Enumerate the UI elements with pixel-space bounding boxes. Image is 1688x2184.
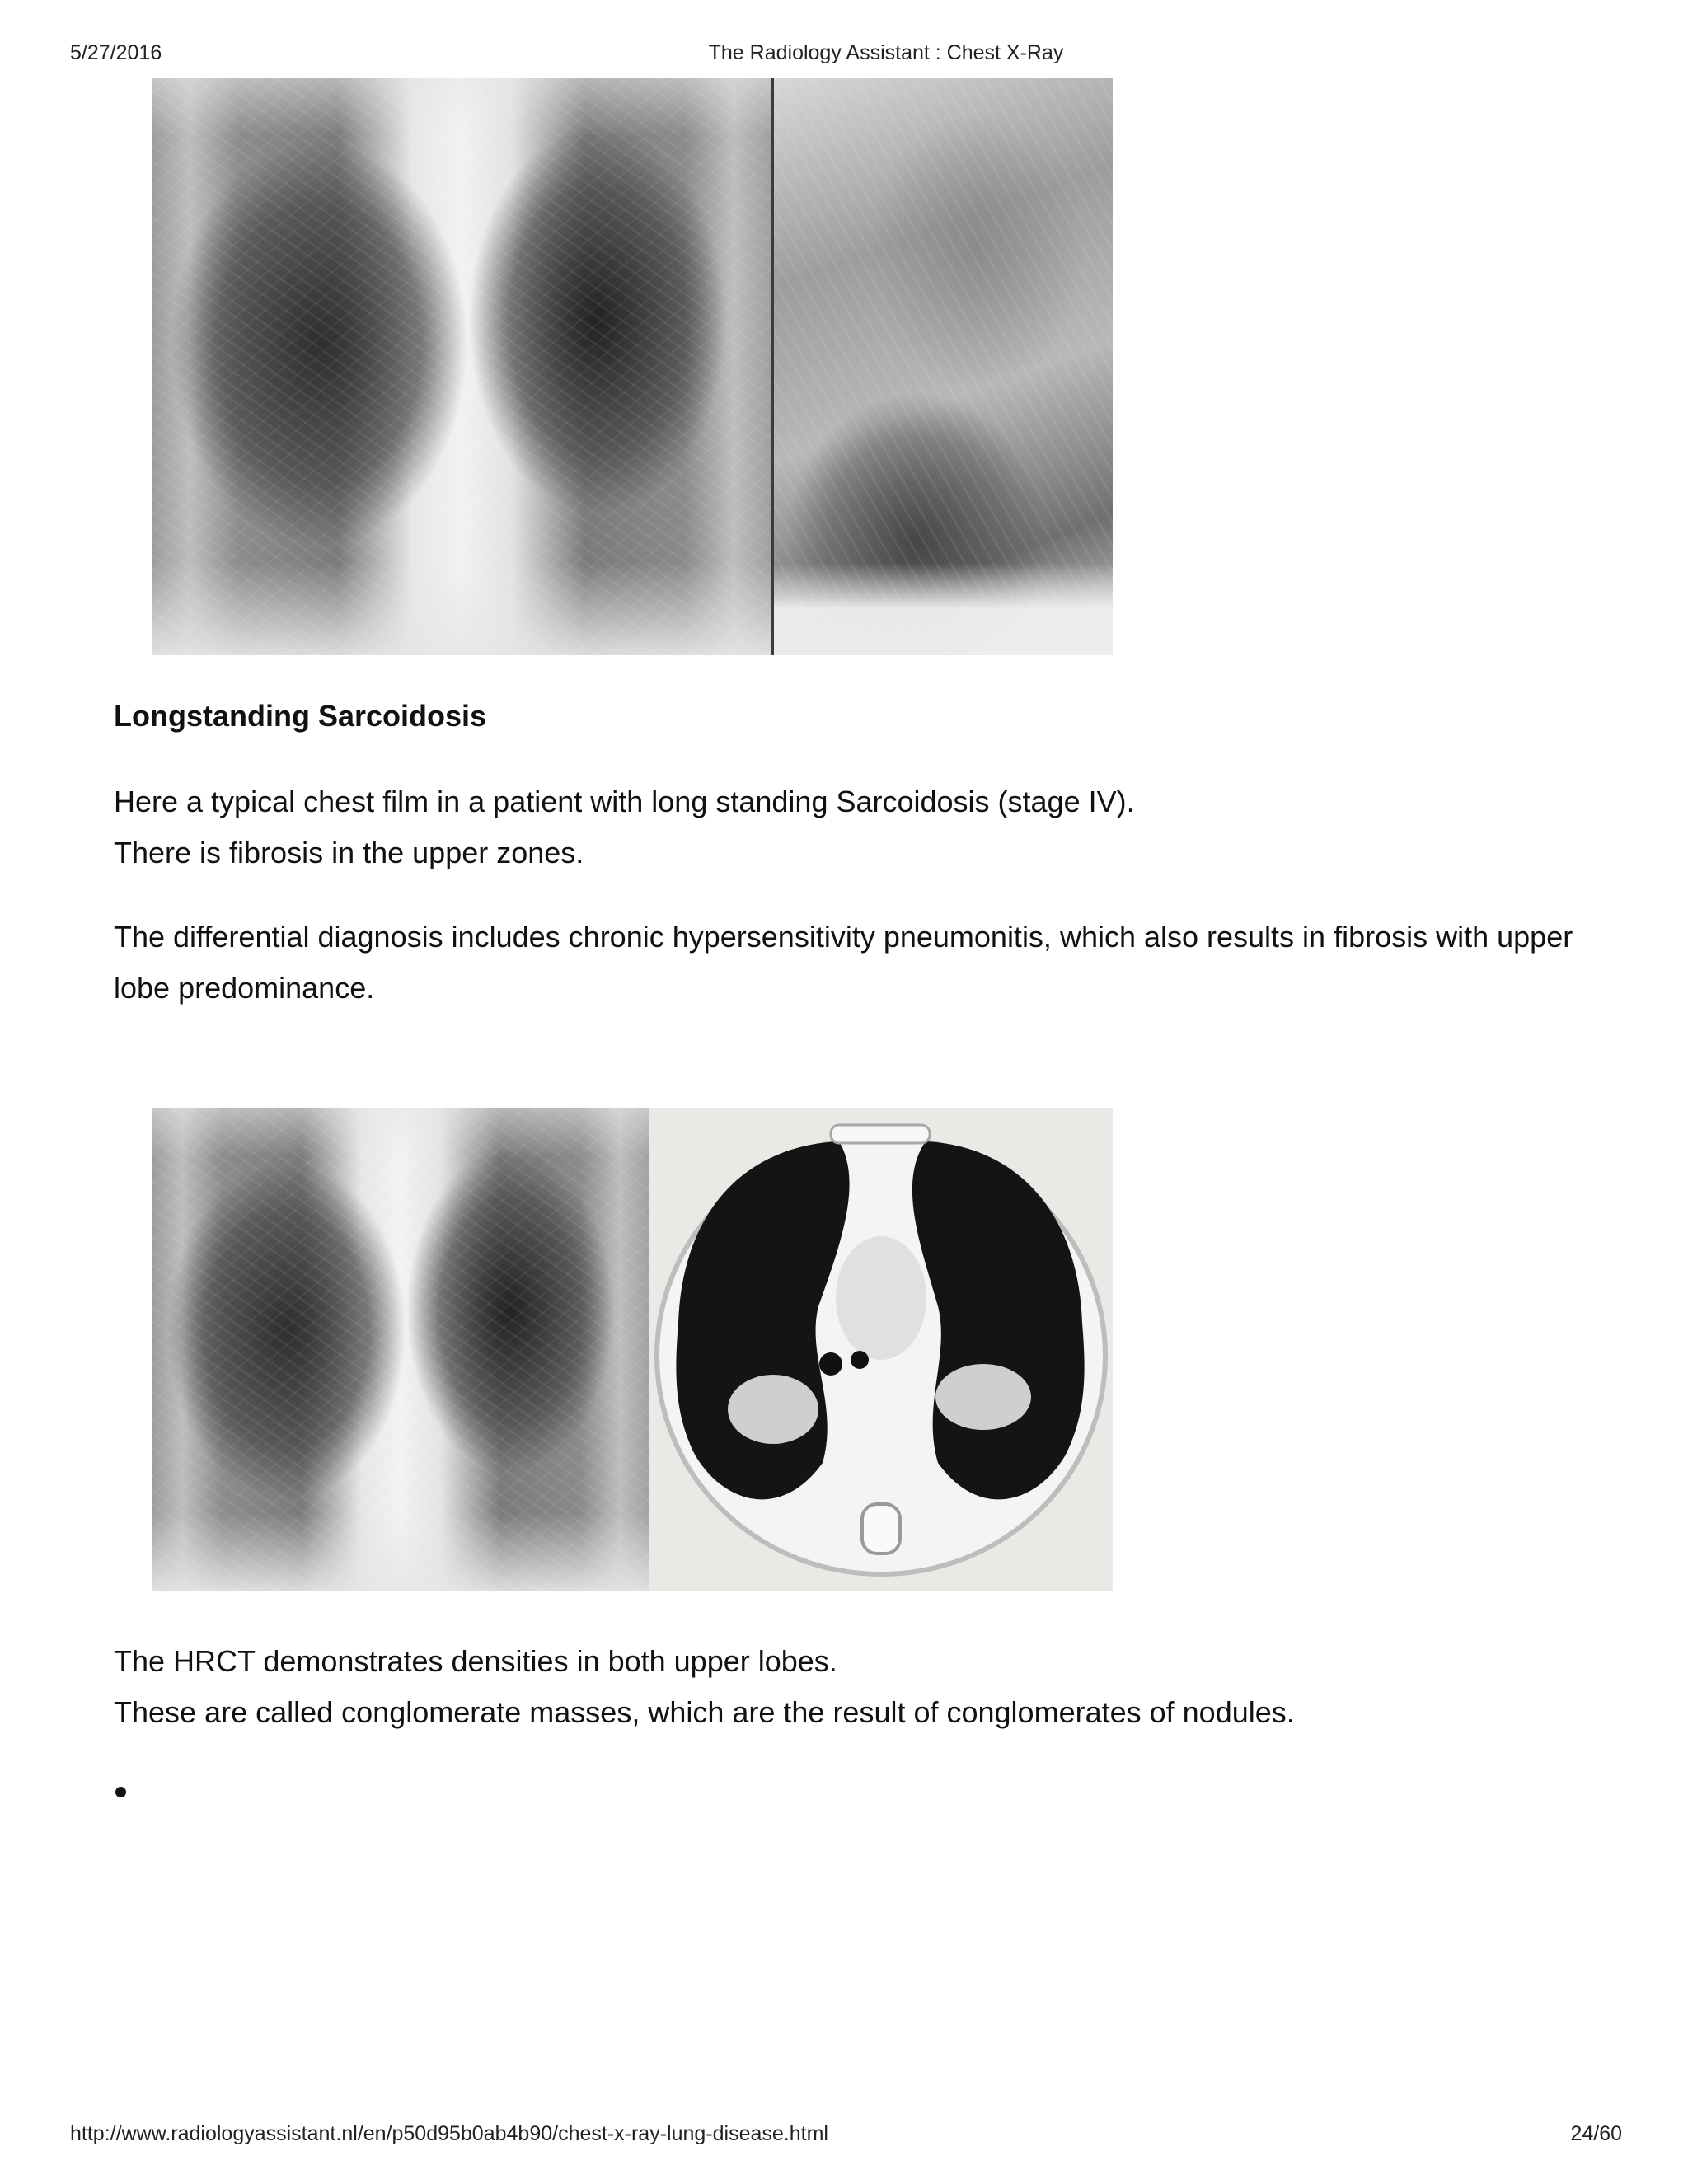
print-date: 5/27/2016: [70, 41, 162, 64]
paragraph-differential: The differential diagnosis includes chronic hypersensitivity pneumonitis, which also results in fibrosis with upper lobe predominance.: [114, 920, 1573, 1005]
hrct-slice-graphic: [649, 1108, 1113, 1591]
chest-xray-pa-image: [152, 78, 771, 655]
paragraph-hrct-line-1: The HRCT demonstrates densities in both upper lobes.: [114, 1644, 837, 1678]
paragraph-intro-line-2: There is fibrosis in the upper zones.: [114, 836, 584, 869]
chest-xray-pa-image: [152, 1108, 649, 1591]
paragraph-intro: [114, 776, 1135, 879]
chest-xray-figure: [152, 78, 1113, 655]
print-page-title: The Radiology Assistant : Chest X-Ray: [708, 41, 1064, 64]
empty-list-bullet: [115, 1787, 126, 1797]
footer-url: http://www.radiologyassistant.nl/en/p50d95b0ab4b90/chest-x-ray-lung-disease.html: [70, 2122, 828, 2145]
hrct-image: [649, 1108, 1113, 1591]
chest-xray-lateral-image: [774, 78, 1113, 655]
paragraph-hrct-line-2: These are called conglomerate masses, which are the result of conglomerates of nodules.: [114, 1695, 1295, 1729]
page-number: 24/60: [1570, 2122, 1622, 2145]
section-heading: Longstanding Sarcoidosis: [114, 699, 487, 733]
paragraph-intro-line-1: Here a typical chest film in a patient with long standing Sarcoidosis (stage IV).: [114, 785, 1135, 818]
xray-and-hrct-figure: [152, 1108, 1113, 1591]
paragraph-hrct: [114, 1636, 1295, 1738]
